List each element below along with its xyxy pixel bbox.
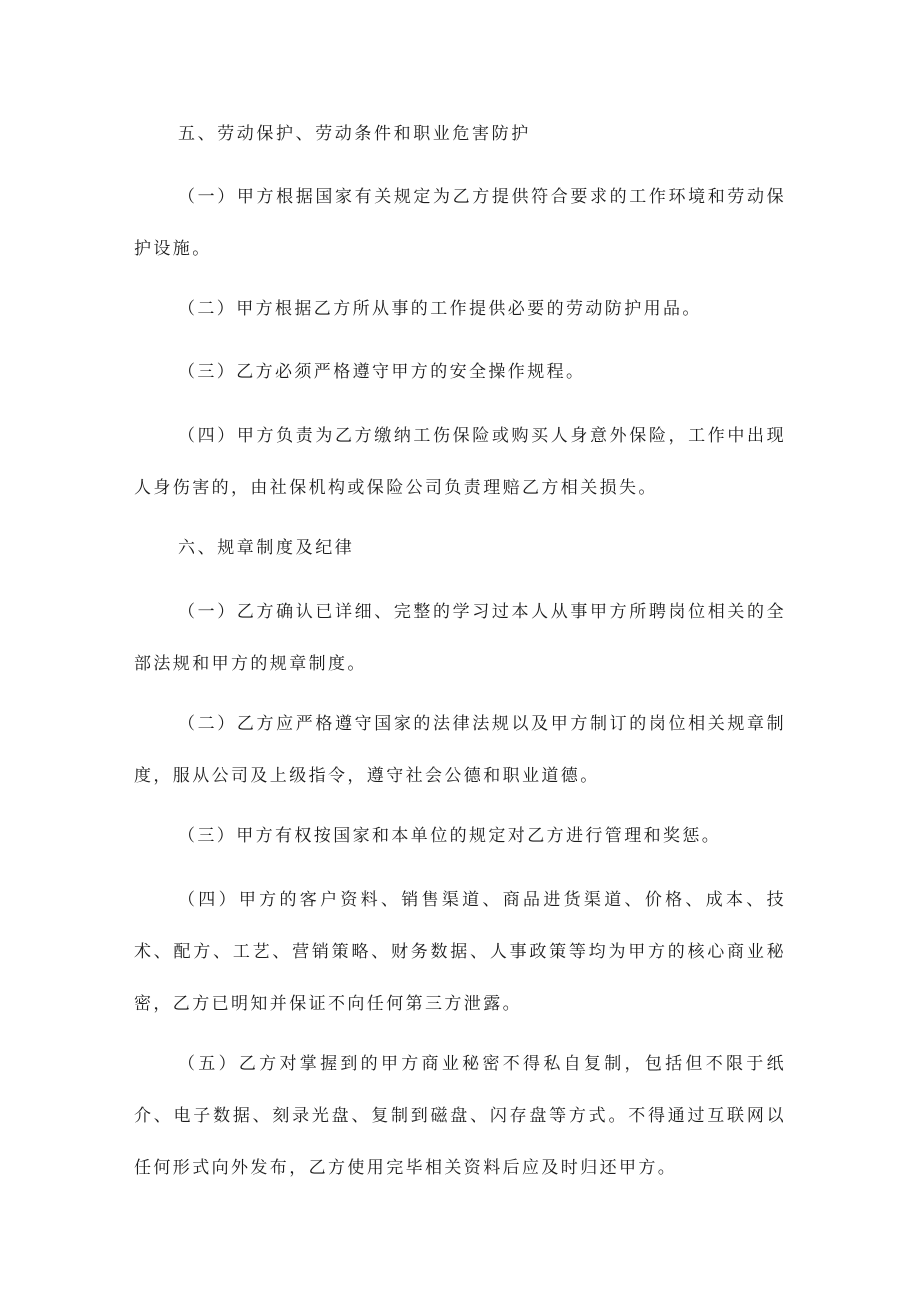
- paragraph-6-1: （一）乙方确认已详细、完整的学习过本人从事甲方所聘岗位相关的全部法规和甲方的规章制度。: [134, 602, 786, 674]
- section-heading-rules-discipline: 六、规章制度及纪律: [178, 538, 355, 558]
- paragraph-6-5: （五）乙方对掌握到的甲方商业秘密不得私自复制，包括但不限于纸介、电子数据、刻录光盘、复制到磁盘、闪存盘等方式。不得通过互联网以任何形式向外发布，乙方使用完毕相关资料后应及时归还甲方。: [134, 1054, 786, 1178]
- paragraph-6-3: （三）甲方有权按国家和本单位的规定对乙方进行管理和奖惩。: [178, 826, 722, 846]
- paragraph-5-2: （二）甲方根据乙方所从事的工作提供必要的劳动防护用品。: [178, 299, 702, 319]
- paragraph-5-4: （四）甲方负责为乙方缴纳工伤保险或购买人身意外保险，工作中出现人身伤害的，由社保机构或保险公司负责理赔乙方相关损失。: [134, 426, 786, 498]
- paragraph-6-2: （二）乙方应严格遵守国家的法律法规以及甲方制订的岗位相关规章制度，服从公司及上级指令，遵守社会公德和职业道德。: [134, 714, 786, 786]
- paragraph-5-1: （一）甲方根据国家有关规定为乙方提供符合要求的工作环境和劳动保护设施。: [134, 187, 786, 259]
- paragraph-6-4: （四）甲方的客户资料、销售渠道、商品进货渠道、价格、成本、技术、配方、工艺、营销策略、财务数据、人事政策等均为甲方的核心商业秘密，乙方已明知并保证不向任何第三方泄露。: [134, 890, 786, 1014]
- paragraph-5-3: （三）乙方必须严格遵守甲方的安全操作规程。: [178, 362, 586, 382]
- section-heading-labor-protection: 五、劳动保护、劳动条件和职业危害防护: [178, 124, 531, 144]
